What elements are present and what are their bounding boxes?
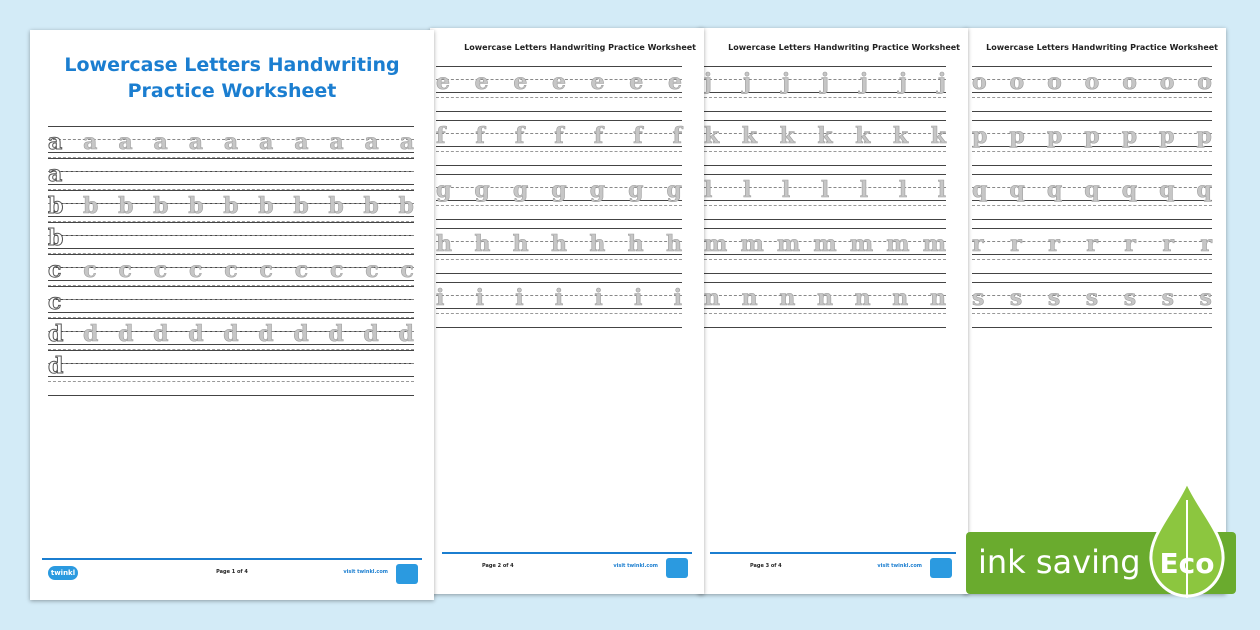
baseline bbox=[704, 327, 946, 328]
letter-row bbox=[972, 67, 1212, 93]
trace-letter: e bbox=[513, 69, 528, 95]
worksheet-title: Lowercase Letters Handwriting Practice Worksheet bbox=[64, 54, 400, 102]
trace-letter: e bbox=[590, 69, 605, 95]
trace-letter: i bbox=[633, 285, 643, 311]
baseline bbox=[972, 219, 1212, 220]
letter-row bbox=[972, 175, 1212, 201]
practice-row bbox=[48, 318, 414, 345]
blank-writing-line bbox=[704, 313, 946, 328]
trace-letter: m bbox=[740, 231, 764, 257]
worksheet-footer bbox=[42, 558, 422, 586]
blank-writing-line bbox=[436, 259, 682, 274]
trace-letter: f bbox=[436, 123, 446, 149]
trace-letter: c bbox=[153, 257, 168, 283]
quality-badge-icon bbox=[666, 558, 688, 578]
trace-letter: p bbox=[1084, 123, 1100, 149]
trace-letter: b bbox=[153, 193, 169, 219]
trace-letter: f bbox=[554, 123, 564, 149]
trace-letter: q bbox=[1084, 177, 1100, 203]
trace-letter: g bbox=[436, 177, 452, 203]
trace-letter: e bbox=[629, 69, 644, 95]
trace-letter: b bbox=[398, 193, 414, 219]
trace-letter: g bbox=[666, 177, 682, 203]
practice-row bbox=[48, 222, 414, 249]
trace-letter: b bbox=[118, 193, 134, 219]
trace-letter: j bbox=[899, 69, 907, 95]
practice-row bbox=[48, 254, 414, 281]
page-number: Page 1 of 4 bbox=[216, 569, 248, 575]
eco-label: Eco bbox=[1159, 547, 1215, 580]
letter-row bbox=[48, 287, 414, 313]
trace-letter: k bbox=[704, 123, 720, 149]
leaf-drop-icon bbox=[1147, 480, 1227, 600]
blank-writing-line bbox=[972, 97, 1212, 112]
trace-letter: q bbox=[1009, 177, 1025, 203]
trace-letter: h bbox=[512, 231, 529, 257]
trace-letter: e bbox=[436, 69, 450, 95]
letter-row bbox=[436, 229, 682, 255]
trace-letter: s bbox=[1123, 285, 1137, 311]
letter-row bbox=[48, 319, 414, 345]
page-number: Page 2 of 4 bbox=[482, 563, 514, 569]
practice-row bbox=[436, 174, 682, 201]
trace-letter: r bbox=[1162, 231, 1174, 257]
trace-letter: m bbox=[849, 231, 874, 257]
worksheet-title: Lowercase Letters Handwriting Practice Worksheet bbox=[464, 43, 696, 52]
trace-letter: s bbox=[1009, 285, 1023, 311]
trace-letter: s bbox=[1161, 285, 1174, 311]
practice-row bbox=[436, 282, 682, 309]
trace-letter: c bbox=[83, 257, 97, 283]
trace-letter: p bbox=[1009, 123, 1025, 149]
trace-letter: m bbox=[813, 231, 837, 257]
baseline bbox=[704, 219, 946, 220]
trace-letter: d bbox=[223, 321, 239, 347]
letter-row bbox=[436, 121, 682, 147]
trace-letter: d bbox=[363, 321, 379, 347]
trace-letter: i bbox=[554, 285, 564, 311]
blank-writing-line bbox=[436, 313, 682, 328]
trace-letter: i bbox=[475, 285, 484, 311]
trace-letter: b bbox=[83, 193, 99, 219]
letter-row bbox=[48, 351, 414, 377]
trace-letter: o bbox=[1159, 69, 1175, 95]
trace-letter: j bbox=[743, 69, 751, 95]
trace-letter: n bbox=[779, 285, 796, 311]
trace-letter: b bbox=[188, 193, 204, 219]
letter-row bbox=[704, 67, 946, 93]
letter-row bbox=[436, 283, 682, 309]
practice-row bbox=[704, 174, 946, 201]
worksheet-footer bbox=[442, 552, 692, 580]
trace-letter: a bbox=[223, 129, 239, 155]
trace-letter: g bbox=[474, 177, 490, 203]
trace-letter: m bbox=[704, 231, 728, 257]
blank-writing-line bbox=[704, 205, 946, 220]
trace-letter: k bbox=[855, 123, 871, 149]
blank-writing-line bbox=[972, 313, 1212, 328]
blank-writing-line bbox=[436, 97, 682, 112]
trace-letter: c bbox=[259, 257, 273, 283]
worksheet-page-1 bbox=[30, 30, 434, 600]
trace-letter: r bbox=[1124, 231, 1136, 257]
trace-letter: k bbox=[741, 123, 758, 149]
trace-letter: m bbox=[922, 231, 946, 257]
practice-row bbox=[48, 158, 414, 185]
lead-letter: b bbox=[48, 193, 64, 219]
lead-letter: a bbox=[48, 129, 63, 155]
practice-row bbox=[972, 228, 1212, 255]
baseline bbox=[48, 395, 414, 396]
baseline bbox=[436, 273, 682, 274]
practice-row bbox=[436, 120, 682, 147]
trace-letter: n bbox=[929, 285, 946, 311]
trace-letter: n bbox=[892, 285, 909, 311]
trace-letter: b bbox=[328, 193, 344, 219]
blank-writing-line bbox=[972, 259, 1212, 274]
worksheet-page-3 bbox=[698, 28, 968, 594]
trace-letter: h bbox=[627, 231, 644, 257]
trace-letter: q bbox=[972, 177, 988, 203]
trace-letter: r bbox=[1048, 231, 1060, 257]
trace-letter: e bbox=[667, 69, 682, 95]
trace-letter: d bbox=[83, 321, 99, 347]
baseline bbox=[972, 273, 1212, 274]
practice-row bbox=[972, 282, 1212, 309]
trace-letter: g bbox=[628, 177, 644, 203]
twinkl-logo: twinkl bbox=[48, 566, 78, 580]
practice-row bbox=[704, 228, 946, 255]
trace-letter: j bbox=[821, 69, 829, 95]
practice-rows bbox=[436, 66, 682, 336]
trace-letter: f bbox=[514, 123, 525, 149]
trace-letter: l bbox=[742, 177, 752, 203]
letter-row bbox=[972, 121, 1212, 147]
trace-letter: c bbox=[365, 257, 379, 283]
site-link: visit twinkl.com bbox=[343, 569, 388, 575]
trace-letter: r bbox=[972, 231, 984, 257]
trace-letter: k bbox=[779, 123, 795, 149]
trace-letter: p bbox=[1121, 123, 1138, 149]
trace-letter: s bbox=[1085, 285, 1099, 311]
baseline bbox=[436, 219, 682, 220]
trace-letter: e bbox=[474, 69, 489, 95]
blank-writing-line bbox=[704, 151, 946, 166]
trace-letter: d bbox=[328, 321, 344, 347]
letter-row bbox=[704, 283, 946, 309]
trace-letter: c bbox=[224, 257, 238, 283]
practice-row bbox=[972, 120, 1212, 147]
letter-row bbox=[48, 127, 414, 153]
trace-letter: r bbox=[1086, 231, 1098, 257]
trace-letter: f bbox=[633, 123, 643, 149]
trace-letter: o bbox=[972, 69, 987, 95]
worksheet-title: Lowercase Letters Handwriting Practice Worksheet bbox=[986, 43, 1218, 52]
trace-letter: h bbox=[665, 231, 682, 257]
practice-row bbox=[48, 126, 414, 153]
baseline bbox=[436, 111, 682, 112]
trace-letter: a bbox=[83, 129, 98, 155]
trace-letter: n bbox=[704, 285, 720, 311]
letter-row bbox=[972, 229, 1212, 255]
worksheet-title: Lowercase Letters Handwriting Practice Worksheet bbox=[728, 43, 960, 52]
trace-letter: q bbox=[1046, 177, 1063, 203]
practice-row bbox=[704, 120, 946, 147]
trace-letter: l bbox=[704, 177, 713, 203]
baseline bbox=[972, 111, 1212, 112]
baseline bbox=[436, 327, 682, 328]
site-link: visit twinkl.com bbox=[613, 563, 658, 569]
blank-writing-line bbox=[704, 97, 946, 112]
trace-letter: d bbox=[293, 321, 309, 347]
letter-row bbox=[436, 175, 682, 201]
trace-letter: d bbox=[118, 321, 134, 347]
trace-letter: n bbox=[816, 285, 833, 311]
trace-letter: l bbox=[781, 177, 791, 203]
trace-letter: d bbox=[398, 321, 414, 347]
practice-row bbox=[48, 286, 414, 313]
trace-letter: o bbox=[1009, 69, 1025, 95]
practice-rows bbox=[704, 66, 946, 336]
trace-letter: m bbox=[776, 231, 801, 257]
trace-letter: b bbox=[293, 193, 309, 219]
trace-letter: l bbox=[859, 177, 869, 203]
trace-letter: r bbox=[1010, 231, 1022, 257]
letter-row bbox=[704, 229, 946, 255]
trace-letter: a bbox=[294, 129, 309, 155]
trace-letter: s bbox=[972, 285, 985, 311]
trace-letter: i bbox=[594, 285, 603, 311]
practice-row bbox=[48, 350, 414, 377]
page-number: Page 3 of 4 bbox=[750, 563, 782, 569]
trace-letter: j bbox=[704, 69, 712, 95]
letter-row bbox=[704, 121, 946, 147]
trace-letter: j bbox=[938, 69, 946, 95]
trace-letter: d bbox=[258, 321, 274, 347]
trace-letter: c bbox=[294, 257, 309, 283]
trace-letter: h bbox=[436, 231, 452, 257]
letter-row bbox=[436, 67, 682, 93]
trace-letter: h bbox=[589, 231, 606, 257]
trace-letter: p bbox=[1159, 123, 1175, 149]
practice-rows bbox=[48, 126, 414, 382]
practice-row bbox=[436, 66, 682, 93]
trace-letter: r bbox=[1200, 231, 1212, 257]
trace-letter: g bbox=[589, 177, 606, 203]
trace-letter: a bbox=[329, 129, 344, 155]
trace-letter: o bbox=[1084, 69, 1100, 95]
practice-row bbox=[436, 228, 682, 255]
blank-writing-line bbox=[436, 205, 682, 220]
trace-letter: a bbox=[364, 129, 379, 155]
trace-letter: f bbox=[475, 123, 485, 149]
trace-letter: i bbox=[436, 285, 445, 311]
trace-letter: c bbox=[189, 257, 203, 283]
lead-letter: b bbox=[48, 225, 64, 251]
trace-letter: c bbox=[400, 257, 414, 283]
trace-letter: n bbox=[854, 285, 871, 311]
trace-letter: m bbox=[886, 231, 910, 257]
trace-letter: n bbox=[741, 285, 758, 311]
baseline bbox=[704, 273, 946, 274]
quality-badge-icon bbox=[930, 558, 952, 578]
trace-letter: p bbox=[1046, 123, 1063, 149]
baseline bbox=[704, 111, 946, 112]
ink-saving-label: ink saving bbox=[978, 543, 1141, 581]
practice-row bbox=[972, 174, 1212, 201]
trace-letter: o bbox=[1197, 69, 1212, 95]
lead-letter: d bbox=[48, 353, 64, 379]
trace-letter: o bbox=[1122, 69, 1137, 95]
worksheet-footer bbox=[710, 552, 956, 580]
baseline bbox=[972, 165, 1212, 166]
blank-writing-line bbox=[48, 381, 414, 396]
trace-letter: h bbox=[550, 231, 567, 257]
lead-letter: a bbox=[48, 161, 63, 187]
trace-letter: f bbox=[593, 123, 604, 149]
trace-letter: o bbox=[1047, 69, 1062, 95]
baseline bbox=[436, 165, 682, 166]
ink-saving-eco-badge bbox=[966, 530, 1246, 596]
letter-row bbox=[48, 255, 414, 281]
letter-row bbox=[704, 175, 946, 201]
quality-badge-icon bbox=[396, 564, 418, 584]
trace-letter: c bbox=[330, 257, 344, 283]
letter-row bbox=[972, 283, 1212, 309]
trace-letter: a bbox=[399, 129, 414, 155]
trace-letter: k bbox=[892, 123, 909, 149]
baseline bbox=[704, 165, 946, 166]
trace-letter: s bbox=[1199, 285, 1212, 311]
trace-letter: f bbox=[672, 123, 682, 149]
practice-row bbox=[48, 190, 414, 217]
trace-letter: j bbox=[860, 69, 868, 95]
trace-letter: j bbox=[782, 69, 790, 95]
trace-letter: a bbox=[259, 129, 274, 155]
lead-letter: c bbox=[48, 289, 62, 315]
trace-letter: a bbox=[188, 129, 203, 155]
trace-letter: k bbox=[930, 123, 946, 149]
trace-letter: d bbox=[188, 321, 204, 347]
trace-letter: b bbox=[223, 193, 239, 219]
trace-letter: s bbox=[1047, 285, 1061, 311]
blank-writing-line bbox=[972, 151, 1212, 166]
worksheet-page-2 bbox=[430, 28, 704, 594]
trace-letter: b bbox=[258, 193, 274, 219]
trace-letter: q bbox=[1196, 177, 1212, 203]
lead-letter: c bbox=[48, 257, 62, 283]
trace-letter: g bbox=[551, 177, 567, 203]
trace-letter: b bbox=[363, 193, 379, 219]
blank-writing-line bbox=[972, 205, 1212, 220]
baseline bbox=[972, 327, 1212, 328]
blank-writing-line bbox=[704, 259, 946, 274]
trace-letter: h bbox=[474, 231, 491, 257]
practice-row bbox=[972, 66, 1212, 93]
trace-letter: a bbox=[118, 129, 133, 155]
trace-letter: k bbox=[817, 123, 833, 149]
trace-letter: l bbox=[937, 177, 946, 203]
blank-writing-line bbox=[436, 151, 682, 166]
trace-letter: l bbox=[898, 177, 908, 203]
trace-letter: p bbox=[1196, 123, 1212, 149]
trace-letter: i bbox=[673, 285, 682, 311]
trace-letter: p bbox=[972, 123, 988, 149]
trace-letter: i bbox=[515, 285, 524, 311]
letter-row bbox=[48, 223, 414, 249]
trace-letter: q bbox=[1121, 177, 1138, 203]
trace-letter: e bbox=[551, 69, 566, 95]
trace-letter: c bbox=[118, 257, 132, 283]
practice-row bbox=[704, 66, 946, 93]
site-link: visit twinkl.com bbox=[877, 563, 922, 569]
letter-row bbox=[48, 191, 414, 217]
trace-letter: d bbox=[153, 321, 169, 347]
trace-letter: q bbox=[1159, 177, 1175, 203]
trace-letter: l bbox=[820, 177, 830, 203]
letter-row bbox=[48, 159, 414, 185]
trace-letter: g bbox=[512, 177, 529, 203]
trace-letter: a bbox=[153, 129, 168, 155]
practice-rows bbox=[972, 66, 1212, 336]
lead-letter: d bbox=[48, 321, 64, 347]
practice-row bbox=[704, 282, 946, 309]
